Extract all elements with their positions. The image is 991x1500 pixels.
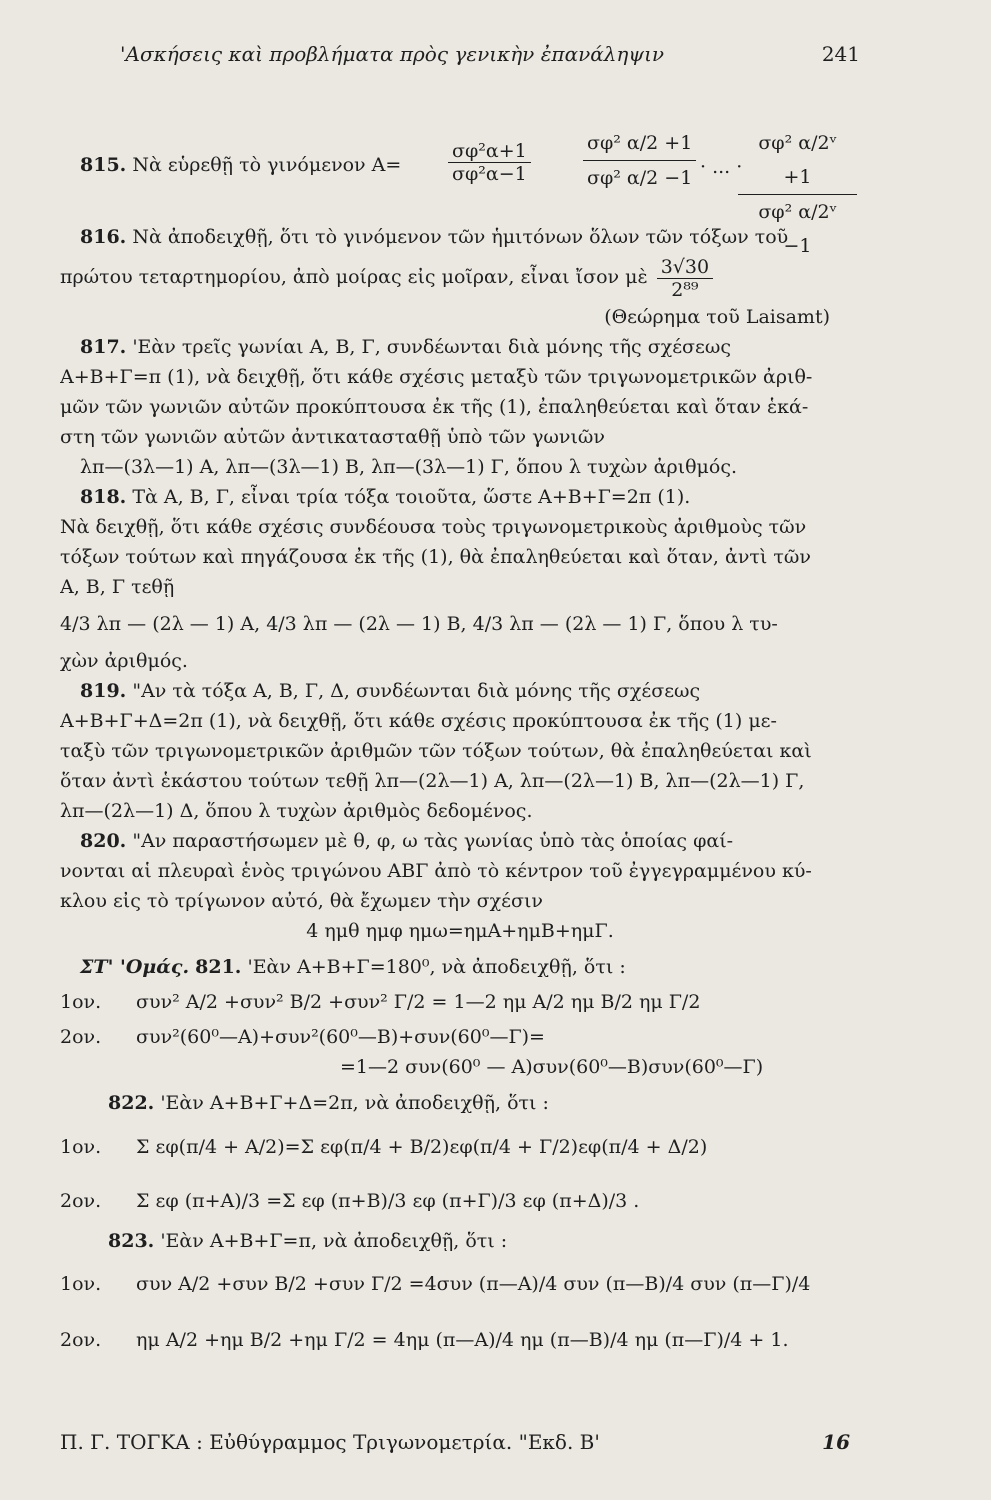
item-label: 2ον. (60, 1026, 102, 1048)
exercise-number: 815. (80, 154, 127, 176)
exercise-817 (60, 332, 860, 482)
exercise-text-line: λπ—(2λ—1) Δ, ὅπου λ τυχὼν ἀριθμὸς δεδομένος. (60, 800, 533, 822)
exercise-text-line: Τὰ Α, Β, Γ, εἶναι τρία τόξα τοιοῦτα, ὥστε Α+Β+Γ=2π (1). (132, 486, 691, 508)
exercise-text-line: νονται αἱ πλευραὶ ἑνὸς τριγώνου ΑΒΓ ἀπὸ τὸ κέντρον τοῦ ἐγγεγραμμένου κύ- (60, 860, 812, 882)
exercise-text-line: μῶν τῶν γωνιῶν αὐτῶν προκύπτουσα ἐκ τῆς (1), ἐπαληθεύεται καὶ ὅταν ἑκά- (60, 396, 809, 418)
exercise-number: 819. (80, 680, 127, 702)
fraction (583, 126, 696, 195)
exercise-number: 823. (108, 1230, 155, 1252)
denominator: σφ²α−1 (452, 163, 527, 185)
exercise-text-line: πρώτου τεταρτημορίου, ἀπὸ μοίρας εἰς μοῖραν, εἶναι ἴσον μὲ (60, 266, 648, 288)
exercise-text-line: λπ—(3λ—1) Α, λπ—(3λ—1) Β, λπ—(3λ—1) Γ, ὅπου λ τυχὼν ἀριθμός. (80, 456, 737, 478)
ellipsis: · ... · (700, 156, 743, 178)
exercise-text-line: τόξων τούτων καὶ πηγάζουσα ἐκ τῆς (1), θὰ ἐπαληθεύεται καὶ ὅταν, ἀντὶ τῶν (60, 546, 811, 568)
running-header (120, 42, 860, 82)
exercise-text-line: στη τῶν γωνιῶν αὐτῶν ἀντικατασταθῇ ὑπὸ τῶν γωνιῶν (60, 426, 605, 448)
page-number: 241 (821, 42, 860, 66)
exercise-number: 818. (80, 486, 127, 508)
exercise-820 (60, 826, 860, 946)
denominator: σφ² α/2ᵛ −1 (758, 201, 837, 257)
exercise-821 (60, 952, 860, 1082)
page-body (60, 112, 860, 1368)
exercise-text-line: 4/3 λπ — (2λ — 1) Α, 4/3 λπ — (2λ — 1) Β, 4/3 λπ — (2λ — 1) Γ, ὅπου λ τυ- (60, 613, 778, 635)
numerator: σφ²α+1 (448, 140, 531, 163)
exercise-text-line: Α+Β+Γ=π (1), νὰ δειχθῇ, ὅτι κάθε σχέσις μεταξὺ τῶν τριγωνομετρικῶν ἀριθ- (60, 366, 813, 388)
formula: ημ Α/2 +ημ Β/2 +ημ Γ/2 = 4ημ (π—Α)/4 ημ (π—Β)/4 ημ (π—Γ)/4 + 1. (136, 1329, 789, 1351)
exercise-text-line: 'Εὰν τρεῖς γωνίαι Α, Β, Γ, συνδέωνται διὰ μόνης τῆς σχέσεως (132, 336, 732, 358)
formula: συν² Α/2 +συν² Β/2 +συν² Γ/2 = 1—2 ημ Α/2 ημ Β/2 ημ Γ/2 (136, 991, 701, 1013)
denominator: σφ² α/2 −1 (587, 167, 693, 189)
exercise-number: 817. (80, 336, 127, 358)
fraction (448, 140, 531, 185)
exercise-text-line: "Αν τὰ τόξα Α, Β, Γ, Δ, συνδέωνται διὰ μόνης τῆς σχέσεως (132, 680, 701, 702)
exercise-text-line: 'Εὰν Α+Β+Γ+Δ=2π, νὰ ἀποδειχθῇ, ὅτι : (160, 1092, 549, 1114)
numerator: 3√30 (657, 256, 713, 279)
formula: =1—2 συν(60⁰ — Α)συν(60⁰—Β)συν(60⁰—Γ) (340, 1056, 764, 1078)
formula: Σ εφ(π/4 + Α/2)=Σ εφ(π/4 + Β/2)εφ(π/4 + Γ/2)εφ(π/4 + Δ/2) (136, 1136, 708, 1158)
footer-citation: Π. Γ. ΤΟΓΚΑ : Εὐθύγραμμος Τριγωνομετρία. "Εκδ. Β' (60, 1430, 600, 1454)
exercise-text-line: Νὰ δειχθῇ, ὅτι κάθε σχέσις συνδέουσα τοὺς τριγωνομετρικοὺς ἀριθμοὺς τῶν (60, 516, 807, 538)
item-label: 2ον. (60, 1329, 102, 1351)
exercise-818 (60, 482, 860, 676)
exercise-text-line: ταξὺ τῶν τριγωνομετρικῶν ἀριθμῶν τῶν τόξων τούτων, θὰ ἐπαληθεύεται καὶ (60, 740, 812, 762)
exercise-text-line: 'Εὰν Α+Β+Γ=π, νὰ ἀποδειχθῇ, ὅτι : (160, 1230, 508, 1252)
exercise-number: 820. (80, 830, 127, 852)
formula: 4 ημθ ημφ ημω=ημΑ+ημΒ+ημΓ. (306, 920, 614, 942)
fraction (738, 126, 857, 263)
exercise-text-line: ὅταν ἀντὶ ἑκάστου τούτων τεθῇ λπ—(2λ—1) Α, λπ—(2λ—1) Β, λπ—(2λ—1) Γ, (60, 770, 805, 792)
item-label: 2ον. (60, 1190, 102, 1212)
item-label: 1ον. (60, 1136, 102, 1158)
exercise-823 (60, 1226, 860, 1368)
fraction (657, 256, 713, 301)
header-title: 'Ασκήσεις καὶ προβλήματα πρὸς γενικὴν ἐπανάληψιν (120, 42, 665, 66)
exercise-number: 822. (108, 1092, 155, 1114)
exercise-text-line: χὼν ἀριθμός. (60, 650, 188, 672)
exercise-number: 816. (80, 226, 127, 248)
exercise-text-line: Α, Β, Γ τεθῇ (60, 576, 175, 598)
page-footer (60, 1430, 850, 1470)
formula: Σ εφ (π+Α)/3 =Σ εφ (π+Β)/3 εφ (π+Γ)/3 εφ (π+Δ)/3 . (136, 1190, 640, 1212)
exercise-text-line: 'Εὰν Α+Β+Γ=180⁰, νὰ ἀποδειχθῇ, ὅτι : (247, 956, 626, 978)
formula: συν²(60⁰—Α)+συν²(60⁰—Β)+συν(60⁰—Γ)= (136, 1026, 545, 1048)
exercise-text-line: "Αν παραστήσωμεν μὲ θ, φ, ω τὰς γωνίας ὑπὸ τὰς ὁποίας φαί- (132, 830, 734, 852)
denominator: 2⁸⁹ (671, 278, 699, 301)
signature-number: 16 (822, 1430, 850, 1454)
theorem-credit: (Θεώρημα τοῦ Laisamt) (604, 306, 830, 328)
exercise-number: 821. (195, 956, 242, 978)
item-label: 1ον. (60, 991, 102, 1013)
numerator: σφ² α/2 +1 (583, 126, 696, 161)
exercise-text-line: Α+Β+Γ+Δ=2π (1), νὰ δειχθῇ, ὅτι κάθε σχέσις προκύπτουσα ἐκ τῆς (1) με- (60, 710, 777, 732)
numerator: σφ² α/2ᵛ +1 (738, 126, 857, 195)
group-title: ΣΤ' 'Ομάς. (80, 956, 190, 978)
item-label: 1ον. (60, 1273, 102, 1295)
formula: συν Α/2 +συν Β/2 +συν Γ/2 =4συν (π—Α)/4 συν (π—Β)/4 συν (π—Γ)/4 (136, 1273, 811, 1295)
exercise-text-line: Νὰ ἀποδειχθῇ, ὅτι τὸ γινόμενον τῶν ἡμιτόνων ὅλων τῶν τόξων τοῦ (132, 226, 789, 248)
exercise-text-line: κλου εἰς τὸ τρίγωνον αὐτό, θὰ ἔχωμεν τὴν σχέσιν (60, 890, 543, 912)
exercise-819 (60, 676, 860, 826)
exercise-822 (60, 1088, 860, 1226)
exercise-text: Νὰ εὑρεθῇ τὸ γινόμενον Α= (132, 154, 402, 176)
